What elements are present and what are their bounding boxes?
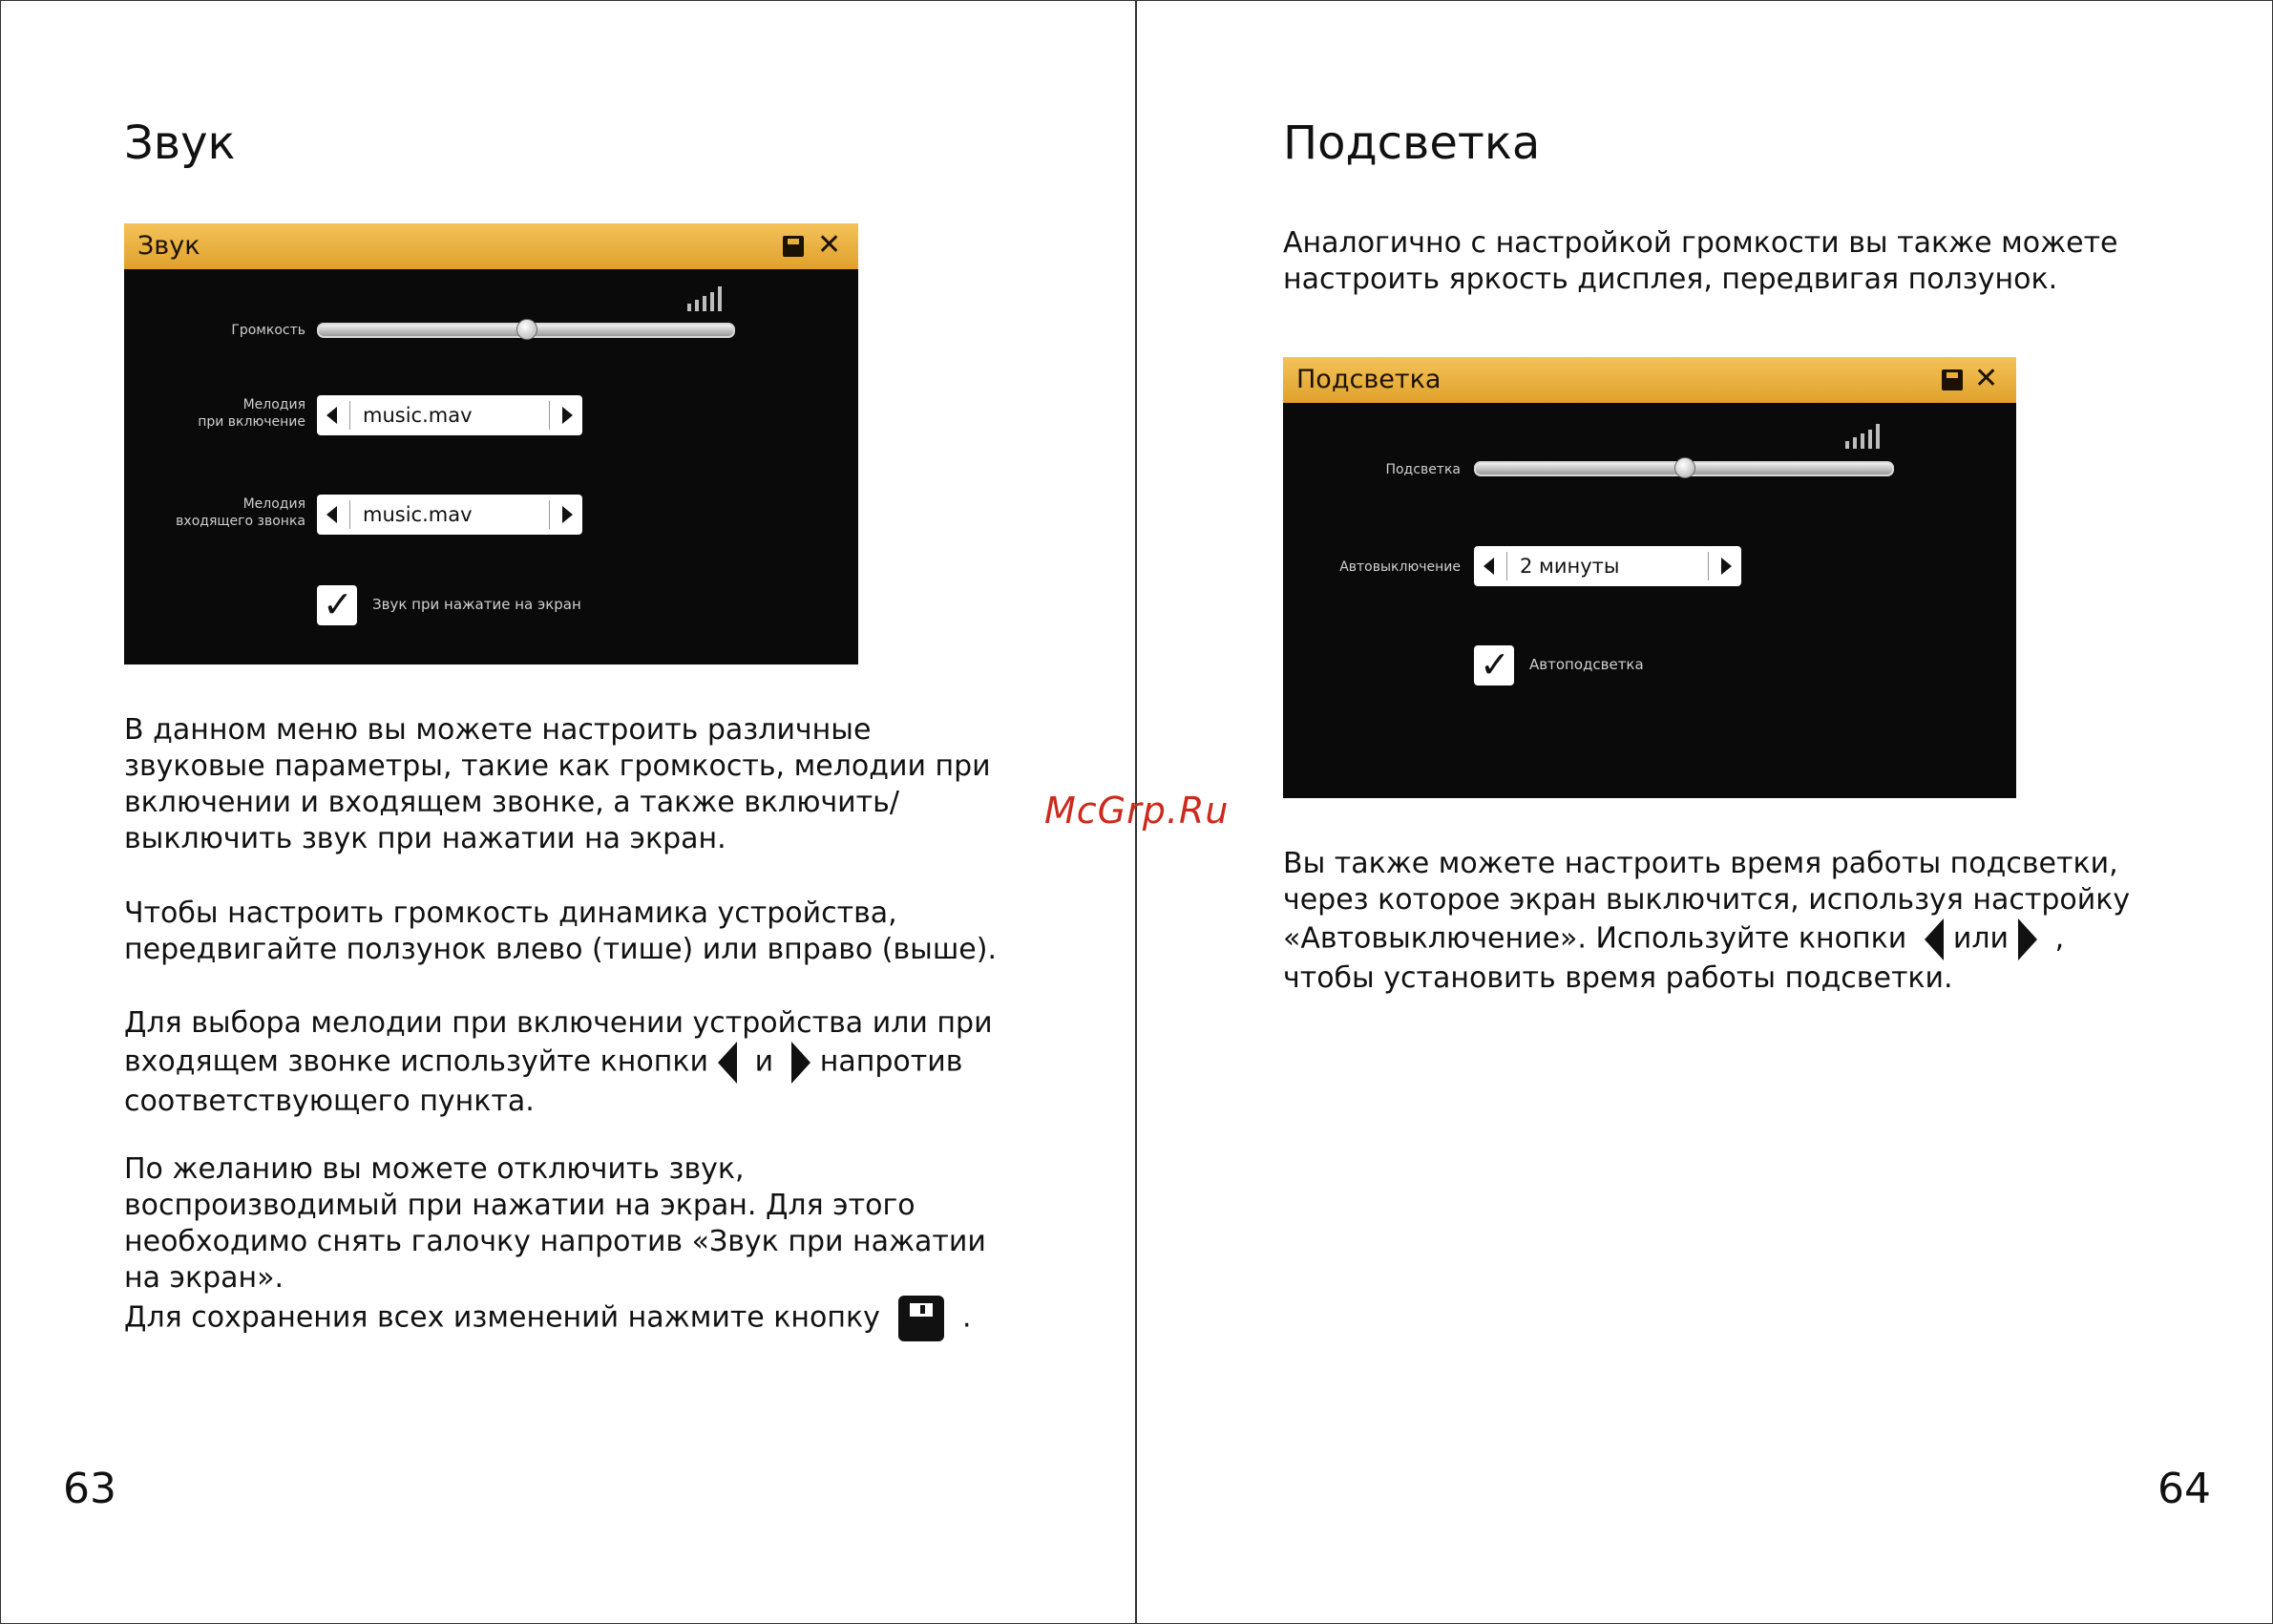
triangle-left-icon	[718, 1042, 737, 1084]
brightness-slider-knob[interactable]	[1674, 457, 1695, 478]
autooff-selector	[1474, 546, 1741, 586]
chevron-right-icon[interactable]	[1721, 558, 1732, 575]
volume-bars-icon	[687, 286, 722, 311]
close-icon[interactable]: ✕	[817, 228, 842, 262]
melody-call-label-1: Мелодия	[242, 496, 305, 512]
backlight-settings-screen	[1283, 357, 2016, 798]
paragraph-volume: Чтобы настроить громкость динамика устройства, передвигайте ползунок влево (тише) или вправо (выше).	[124, 896, 998, 966]
melody-on-value: music.mav	[363, 404, 473, 427]
chevron-left-icon[interactable]	[326, 506, 337, 523]
close-icon[interactable]: ✕	[1974, 362, 1999, 395]
melody-on-label-1: Мелодия	[242, 397, 305, 412]
left-page	[0, 0, 1135, 1624]
save-icon[interactable]	[1942, 369, 1963, 390]
triangle-right-icon	[791, 1042, 810, 1084]
volume-slider-knob[interactable]	[516, 319, 537, 340]
page-title: Подсветка	[1283, 116, 1541, 170]
chevron-left-icon[interactable]	[1484, 558, 1494, 575]
melody-call-label-2: входящего звонка	[176, 514, 305, 529]
touch-sound-label: Звук при нажатие на экран	[372, 596, 581, 613]
auto-backlight-label: Автоподсветка	[1529, 656, 1644, 673]
save-icon[interactable]	[783, 236, 804, 257]
triangle-right-icon	[2018, 918, 2037, 960]
window-title: Подсветка	[1296, 365, 1442, 394]
volume-label: Громкость	[231, 323, 305, 338]
chevron-left-icon[interactable]	[326, 407, 337, 424]
melody-on-label-2: при включение	[198, 414, 305, 430]
right-page	[1137, 0, 2273, 1624]
chevron-right-icon[interactable]	[562, 506, 573, 523]
triangle-left-icon	[1925, 918, 1944, 960]
paragraph-intro: Аналогично с настройкой громкости вы также можете настроить яркость дисплея, передвигая ползунок.	[1283, 226, 2118, 296]
melody-call-selector	[317, 495, 582, 535]
paragraph-melody: Для выбора мелодии при включении устройства или при входящем звонке используйте кнопки и напротив соответствующего пункта.	[124, 1006, 993, 1118]
page-number: 64	[2157, 1465, 2211, 1513]
watermark: McGrp.Ru	[1044, 790, 1230, 832]
melody-on-selector	[317, 395, 582, 435]
brightness-bars-icon	[1845, 424, 1880, 449]
touch-sound-checkbox[interactable]	[317, 585, 357, 625]
page-title: Звук	[124, 116, 236, 170]
paragraph-intro: В данном меню вы можете настроить различные звуковые параметры, такие как громкость, мелодии при включении и входящем звонке, а также включить/выключить звук при нажатии на экран.	[124, 713, 991, 855]
auto-backlight-checkbox[interactable]	[1474, 645, 1514, 685]
brightness-label: Подсветка	[1385, 462, 1461, 477]
paragraph-touch-sound: По желанию вы можете отключить звук, воспроизводимый при нажатии на экран. Для этого необходимо снять галочку напротив «Звук при нажатии на экран».	[124, 1152, 986, 1295]
window-title: Звук	[137, 231, 200, 261]
melody-call-value: music.mav	[363, 503, 473, 526]
volume-slider[interactable]	[317, 323, 735, 338]
sound-settings-screen	[124, 223, 858, 664]
page-number: 63	[63, 1465, 116, 1513]
autooff-label: Автовыключение	[1339, 559, 1461, 575]
checkmark-icon: ✓	[323, 583, 353, 625]
brightness-slider[interactable]	[1474, 461, 1894, 476]
titlebar	[124, 223, 858, 269]
checkmark-icon: ✓	[1480, 643, 1510, 685]
titlebar	[1283, 357, 2016, 403]
autooff-value: 2 минуты	[1520, 555, 1620, 578]
save-icon	[898, 1296, 944, 1341]
chevron-right-icon[interactable]	[562, 407, 573, 424]
paragraph-autooff: Вы также можете настроить время работы подсветки, через которое экран выключится, используя настройку «Автовыключение». Используйте кнопки или , чтобы установить время работы подсветки.	[1283, 847, 2131, 995]
paragraph-save: Для сохранения всех изменений нажмите кнопку .	[124, 1296, 1002, 1341]
